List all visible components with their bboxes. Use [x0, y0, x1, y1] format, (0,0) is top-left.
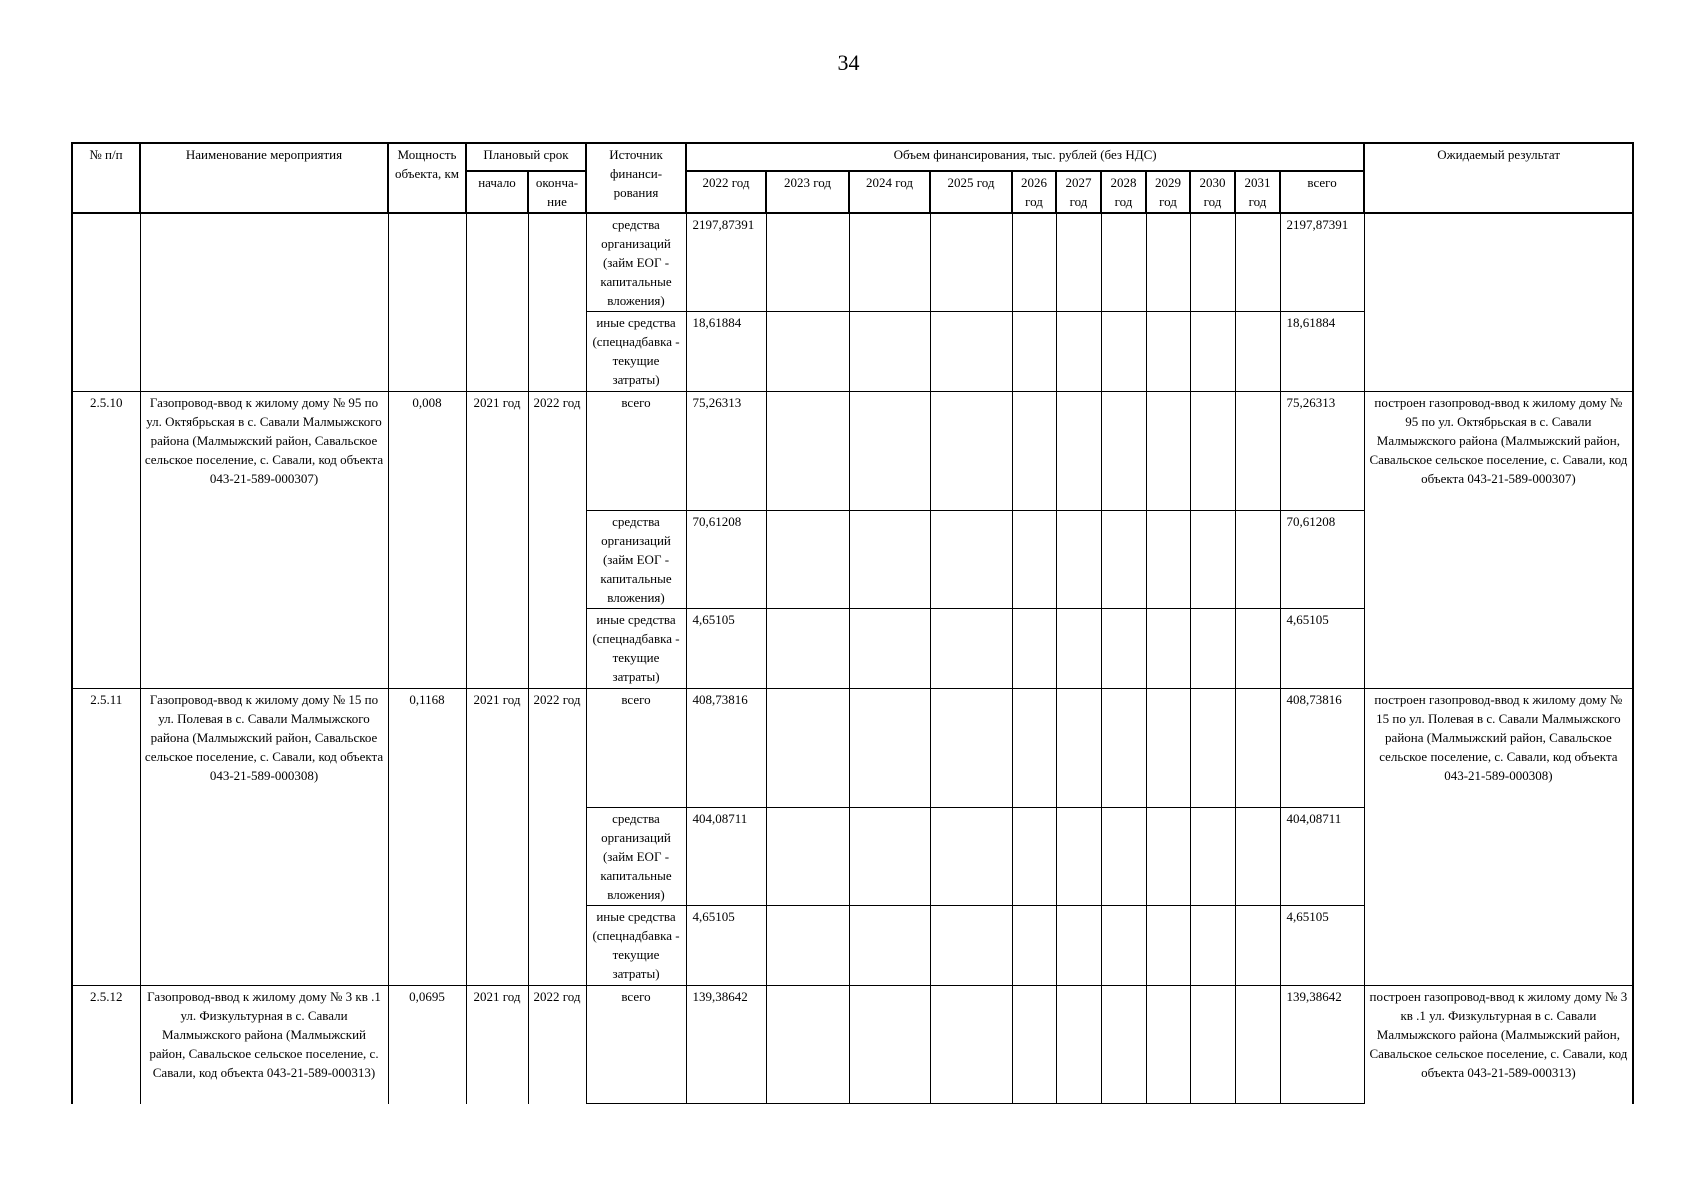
- header-year-2025: 2025 год: [930, 171, 1012, 213]
- item-name: Газопровод-ввод к жилому дому № 95 по ул. Октябрьская в с. Савали Малмыжского района (Малмыжский район, Савальское сельское поселение, с. Савали, код объекта 043-21-589-000307): [140, 392, 388, 689]
- empty-value-cell: [930, 312, 1012, 392]
- source-total: всего: [586, 689, 686, 808]
- empty-value-cell: [1101, 312, 1146, 392]
- header-year-2022: 2022 год: [686, 171, 766, 213]
- value-2022: 408,73816: [686, 689, 766, 808]
- empty-value-cell: [1056, 986, 1101, 1104]
- empty-value-cell: [849, 213, 930, 312]
- value-total: 18,61884: [1280, 312, 1364, 392]
- empty-value-cell: [1012, 986, 1056, 1104]
- empty-value-cell: [1190, 392, 1235, 511]
- cont-end-cell: [528, 213, 586, 392]
- value-total: 2197,87391: [1280, 213, 1364, 312]
- item-end: 2022 год: [528, 689, 586, 986]
- value-total: 139,38642: [1280, 986, 1364, 1104]
- item-number: 2.5.11: [72, 689, 140, 986]
- empty-value-cell: [1101, 609, 1146, 689]
- header-year-2029: 2029 год: [1146, 171, 1190, 213]
- header-source: Источник финанси-рования: [586, 143, 686, 213]
- empty-value-cell: [1012, 392, 1056, 511]
- table-row: [72, 392, 1633, 511]
- empty-value-cell: [1056, 392, 1101, 511]
- empty-value-cell: [1146, 986, 1190, 1104]
- empty-value-cell: [766, 312, 849, 392]
- header-end: оконча-ние: [528, 171, 586, 213]
- empty-value-cell: [1235, 986, 1280, 1104]
- value-total: 4,65105: [1280, 906, 1364, 986]
- source-total: всего: [586, 986, 686, 1104]
- value-total: 70,61208: [1280, 511, 1364, 609]
- value-2022: 75,26313: [686, 392, 766, 511]
- empty-value-cell: [1101, 213, 1146, 312]
- table-row: [72, 213, 1633, 312]
- empty-value-cell: [930, 689, 1012, 808]
- empty-value-cell: [930, 213, 1012, 312]
- empty-value-cell: [766, 689, 849, 808]
- empty-value-cell: [1146, 689, 1190, 808]
- cont-result-cell: [1364, 213, 1633, 392]
- empty-value-cell: [1101, 392, 1146, 511]
- empty-value-cell: [1012, 808, 1056, 906]
- empty-value-cell: [1101, 986, 1146, 1104]
- source-other: иные средства (спецнадбавка - текущие затраты): [586, 609, 686, 689]
- empty-value-cell: [1056, 213, 1101, 312]
- empty-value-cell: [1012, 689, 1056, 808]
- item-start: 2021 год: [466, 689, 528, 986]
- item-name: Газопровод-ввод к жилому дому № 3 кв .1 ул. Физкультурная в с. Савали Малмыжского района (Малмыжский район, Савальское сельское поселение, с. Савали, код объекта 043-21-589-000313): [140, 986, 388, 1104]
- empty-value-cell: [766, 511, 849, 609]
- header-year-2026: 2026 год: [1012, 171, 1056, 213]
- header-year-2023: 2023 год: [766, 171, 849, 213]
- item-result: построен газопровод-ввод к жилому дому № 3 кв .1 ул. Физкультурная в с. Савали Малмыжского района (Малмыжский район, Савальское сельское поселение, с. Савали, код объекта 043-21-589-000313): [1364, 986, 1633, 1104]
- item-end: 2022 год: [528, 986, 586, 1104]
- cont-power-cell: [388, 213, 466, 392]
- empty-value-cell: [930, 808, 1012, 906]
- source-org: средства организаций (займ ЕОГ - капитальные вложения): [586, 213, 686, 312]
- item-power: 0,008: [388, 392, 466, 689]
- empty-value-cell: [849, 312, 930, 392]
- empty-value-cell: [766, 986, 849, 1104]
- header-year-2027: 2027 год: [1056, 171, 1101, 213]
- empty-value-cell: [1190, 511, 1235, 609]
- item-power: 0,1168: [388, 689, 466, 986]
- item-end: 2022 год: [528, 392, 586, 689]
- source-other: иные средства (спецнадбавка - текущие затраты): [586, 906, 686, 986]
- empty-value-cell: [1056, 511, 1101, 609]
- value-total: 75,26313: [1280, 392, 1364, 511]
- empty-value-cell: [1012, 312, 1056, 392]
- empty-value-cell: [849, 808, 930, 906]
- value-2022: 70,61208: [686, 511, 766, 609]
- item-power: 0,0695: [388, 986, 466, 1104]
- value-2022: 4,65105: [686, 906, 766, 986]
- empty-value-cell: [1235, 213, 1280, 312]
- empty-value-cell: [1012, 609, 1056, 689]
- empty-value-cell: [1190, 689, 1235, 808]
- header-power: Мощность объекта, км: [388, 143, 466, 213]
- value-2022: 139,38642: [686, 986, 766, 1104]
- item-number: 2.5.10: [72, 392, 140, 689]
- empty-value-cell: [1056, 906, 1101, 986]
- value-2022: 4,65105: [686, 609, 766, 689]
- item-result: построен газопровод-ввод к жилому дому № 15 по ул. Полевая в с. Савали Малмыжского района (Малмыжский район, Савальское сельское поселение, с. Савали, код объекта 043-21-589-000308): [1364, 689, 1633, 986]
- empty-value-cell: [1146, 511, 1190, 609]
- empty-value-cell: [766, 906, 849, 986]
- header-name: Наименование мероприятия: [140, 143, 388, 213]
- item-name: Газопровод-ввод к жилому дому № 15 по ул. Полевая в с. Савали Малмыжского района (Малмыжский район, Савальское сельское поселение, с. Савали, код объекта 043-21-589-000308): [140, 689, 388, 986]
- empty-value-cell: [1101, 689, 1146, 808]
- empty-value-cell: [1235, 511, 1280, 609]
- empty-value-cell: [766, 609, 849, 689]
- empty-value-cell: [1146, 312, 1190, 392]
- empty-value-cell: [930, 906, 1012, 986]
- empty-value-cell: [766, 213, 849, 312]
- empty-value-cell: [1101, 906, 1146, 986]
- value-total: 4,65105: [1280, 609, 1364, 689]
- empty-value-cell: [1146, 609, 1190, 689]
- empty-value-cell: [1235, 689, 1280, 808]
- cont-num-cell: [72, 213, 140, 392]
- empty-value-cell: [930, 511, 1012, 609]
- empty-value-cell: [1235, 808, 1280, 906]
- empty-value-cell: [1146, 213, 1190, 312]
- cont-start-cell: [466, 213, 528, 392]
- empty-value-cell: [849, 906, 930, 986]
- funding-table: [71, 142, 1634, 1104]
- empty-value-cell: [1012, 906, 1056, 986]
- header-year-2024: 2024 год: [849, 171, 930, 213]
- empty-value-cell: [1056, 312, 1101, 392]
- empty-value-cell: [849, 609, 930, 689]
- empty-value-cell: [1146, 392, 1190, 511]
- item-start: 2021 год: [466, 392, 528, 689]
- empty-value-cell: [1146, 906, 1190, 986]
- empty-value-cell: [849, 986, 930, 1104]
- header-num: № п/п: [72, 143, 140, 213]
- header-total: всего: [1280, 171, 1364, 213]
- empty-value-cell: [849, 689, 930, 808]
- empty-value-cell: [1190, 609, 1235, 689]
- empty-value-cell: [1190, 808, 1235, 906]
- empty-value-cell: [1190, 986, 1235, 1104]
- source-other: иные средства (спецнадбавка - текущие затраты): [586, 312, 686, 392]
- header-year-2031: 2031 год: [1235, 171, 1280, 213]
- item-number: 2.5.12: [72, 986, 140, 1104]
- value-2022: 18,61884: [686, 312, 766, 392]
- header-year-2030: 2030 год: [1190, 171, 1235, 213]
- empty-value-cell: [1235, 392, 1280, 511]
- cont-name-cell: [140, 213, 388, 392]
- empty-value-cell: [930, 986, 1012, 1104]
- empty-value-cell: [930, 392, 1012, 511]
- empty-value-cell: [1056, 609, 1101, 689]
- value-2022: 404,08711: [686, 808, 766, 906]
- empty-value-cell: [849, 511, 930, 609]
- empty-value-cell: [1235, 609, 1280, 689]
- value-2022: 2197,87391: [686, 213, 766, 312]
- source-org: средства организаций (займ ЕОГ - капитальные вложения): [586, 808, 686, 906]
- empty-value-cell: [1190, 312, 1235, 392]
- empty-value-cell: [766, 808, 849, 906]
- empty-value-cell: [1146, 808, 1190, 906]
- table-row: [72, 986, 1633, 1104]
- table-row: [72, 689, 1633, 808]
- source-total: всего: [586, 392, 686, 511]
- page-number: 34: [837, 50, 860, 75]
- header-year-2028: 2028 год: [1101, 171, 1146, 213]
- empty-value-cell: [1235, 906, 1280, 986]
- empty-value-cell: [1235, 312, 1280, 392]
- header-term: Плановый срок: [466, 143, 586, 171]
- empty-value-cell: [1101, 511, 1146, 609]
- header-start: начало: [466, 171, 528, 213]
- empty-value-cell: [766, 392, 849, 511]
- empty-value-cell: [1190, 213, 1235, 312]
- empty-value-cell: [1056, 689, 1101, 808]
- source-org: средства организаций (займ ЕОГ - капитальные вложения): [586, 511, 686, 609]
- empty-value-cell: [1012, 511, 1056, 609]
- empty-value-cell: [1012, 213, 1056, 312]
- empty-value-cell: [930, 609, 1012, 689]
- empty-value-cell: [849, 392, 930, 511]
- empty-value-cell: [1190, 906, 1235, 986]
- item-result: построен газопровод-ввод к жилому дому № 95 по ул. Октябрьская в с. Савали Малмыжского района (Малмыжский район, Савальское сельское поселение, с. Савали, код объекта 043-21-589-000307): [1364, 392, 1633, 689]
- value-total: 408,73816: [1280, 689, 1364, 808]
- empty-value-cell: [1056, 808, 1101, 906]
- empty-value-cell: [1101, 808, 1146, 906]
- header-result: Ожидаемый результат: [1364, 143, 1633, 213]
- header-funding: Объем финансирования, тыс. рублей (без НДС): [686, 143, 1364, 171]
- value-total: 404,08711: [1280, 808, 1364, 906]
- item-start: 2021 год: [466, 986, 528, 1104]
